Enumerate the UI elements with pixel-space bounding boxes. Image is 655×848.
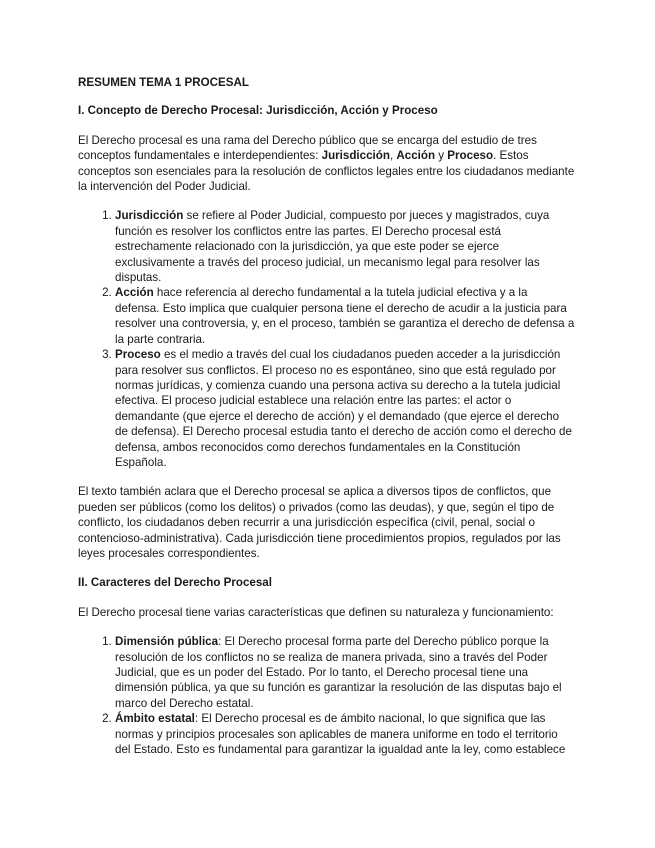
list-item-term: Ámbito estatal (115, 712, 195, 726)
list-item-term: Proceso (115, 348, 161, 362)
intro-term-proceso: Proceso (447, 149, 494, 163)
list-item-text: : El Derecho procesal forma parte del Derecho público porque la resolución de los conflictos no se realiza de manera privada, sino a través del Poder Judicial, que es un poder del Estado. Por lo tanto, el Derecho procesal tiene una dimensión pública, ya que su función es garantizar la resolución de las disputas bajo el marco del Derecho estatal. (115, 635, 562, 710)
section-1-heading: I. Concepto de Derecho Procesal: Jurisdicción, Acción y Proceso (78, 104, 438, 118)
list-item-term: Jurisdicción (115, 209, 184, 223)
section-1-list (78, 208, 575, 470)
intro-term-jurisdiccion: Jurisdicción (321, 149, 390, 163)
list-item-text: : El Derecho procesal es de ámbito nacional, lo que significa que las normas y principios procesales son aplicables de manera uniforme en todo el territorio del Estado. Esto es fundamental para garantizar la igualdad ante la ley, como establece (115, 712, 566, 757)
intro-term-accion: Acción (396, 149, 436, 163)
section-2-list (78, 634, 575, 757)
list-item-accion (115, 285, 575, 347)
section-1-closing: El texto también aclara que el Derecho procesal se aplica a diversos tipos de conflictos, que pueden ser públicos (como los delitos) o privados (como las deudas), y que, según el tipo de conflicto, los ciudadanos deben recurrir a una jurisdicción específica (civil, penal, social o contencioso-administrativa). Cada jurisdicción tiene procedimientos propios, regulados por las leyes procesales correspondientes. (78, 485, 561, 560)
section-1-intro (78, 133, 575, 195)
list-item-text: se refiere al Poder Judicial, compuesto por jueces y magistrados, cuya función es resolver los conflictos entre las partes. El Derecho procesal está estrechamente relacionado con la jurisdicción, ya que este poder se ejerce exclusivamente a través del proceso judicial, un mecanismo legal para resolver las disputas. (115, 209, 550, 285)
intro-text: y (435, 149, 448, 163)
intro-text: . Estos conceptos son esenciales para la resolución de conflictos legales entre los ciudadanos mediante la intervención del Poder Judicial. (78, 149, 575, 194)
list-item-text: hace referencia al derecho fundamental a la tutela judicial efectiva y a la defensa. Esto implica que cualquier persona tiene el derecho de acudir a la justicia para resolver una controversia, y, en el proceso, también se garantiza el derecho de defensa a la parte contraria. (115, 286, 575, 346)
intro-text: , (389, 149, 397, 163)
section-2-intro: El Derecho procesal tiene varias características que definen su naturaleza y funcionamiento: (78, 605, 554, 619)
section-2-heading: II. Caracteres del Derecho Procesal (78, 576, 272, 590)
document-title: RESUMEN TEMA 1 PROCESAL (78, 76, 249, 89)
list-item-term: Acción (115, 286, 154, 300)
intro-text: El Derecho procesal es una rama del Derecho público que se encarga del estudio de tres conceptos fundamentales e interdependientes: (78, 133, 537, 163)
list-item-dimension-publica (115, 634, 575, 711)
list-item-jurisdiccion (115, 208, 575, 285)
list-item-proceso (115, 347, 575, 470)
list-item-term: Dimensión pública (115, 635, 219, 649)
list-item-ambito-estatal (115, 711, 575, 757)
list-item-text: es el medio a través del cual los ciudadanos pueden acceder a la jurisdicción para resolver sus conflictos. El proceso no es espontáneo, sino que está regulado por normas jurídicas, y comienza cuando una persona activa su derecho a la tutela judicial efectiva. El proceso judicial establece una relación entre las partes: el actor o demandante (que ejerce el derecho de acción) y el demandado (que ejerce el derecho de defensa). El Derecho procesal estudia tanto el derecho de acción como el derecho de defensa, ambos reconocidos como derechos fundamentales en la Constitución Española. (115, 348, 572, 469)
